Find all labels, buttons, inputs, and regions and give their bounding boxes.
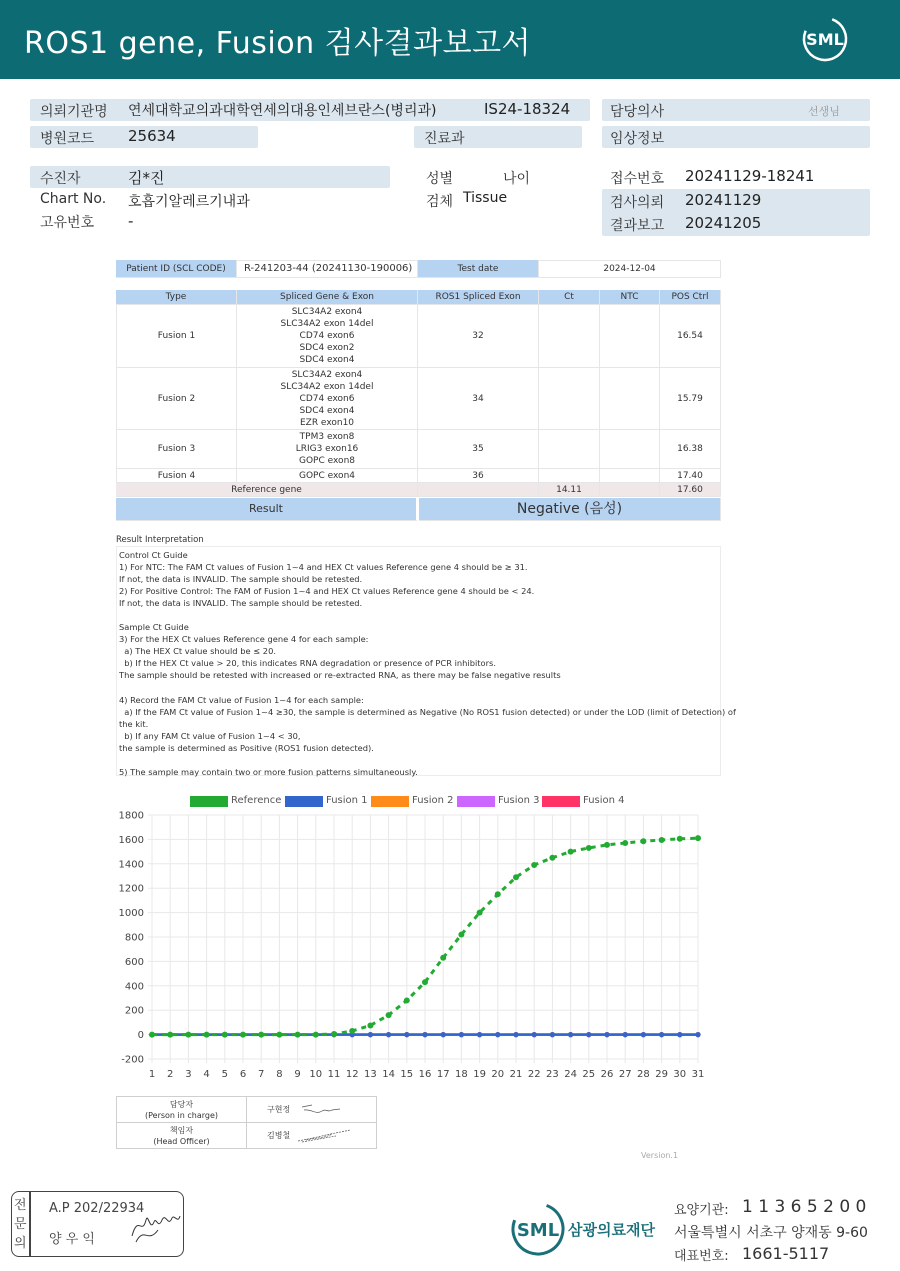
point-reference bbox=[204, 1032, 210, 1038]
interp-line: the sample is determined as Positive (ROS1 fusion detected). bbox=[119, 742, 374, 753]
y-tick-label: 600 bbox=[124, 956, 144, 968]
row4-genes: GOPC exon4 bbox=[237, 469, 418, 483]
x-tick-label: 15 bbox=[400, 1069, 414, 1080]
chart-label: Chart No. bbox=[40, 191, 107, 207]
legend-label-fusion1: Fusion 1 bbox=[326, 795, 368, 806]
registration-number: IS24-18324 bbox=[484, 100, 571, 118]
point-reference bbox=[258, 1032, 264, 1038]
point-fusion-1 bbox=[422, 1032, 427, 1037]
interp-line: a) The HEX Ct value should be ≤ 20. bbox=[119, 646, 277, 657]
doctor-suffix: 선생님 bbox=[808, 105, 840, 118]
gene: SLC34A2 exon 14del bbox=[280, 381, 374, 392]
point-reference bbox=[458, 932, 464, 938]
row3-exon: 35 bbox=[418, 430, 539, 469]
point-reference bbox=[222, 1032, 228, 1038]
interp-line: If not, the data is INVALID. The sample should be retested. bbox=[119, 598, 363, 609]
interp-line: 3) For the HEX Ct values Reference gene 4 for each sample: bbox=[119, 634, 369, 645]
point-reference bbox=[349, 1028, 355, 1034]
gene: EZR exon10 bbox=[299, 417, 355, 428]
row4-ntc bbox=[600, 469, 660, 483]
gene: SLC34A2 exon 14del bbox=[280, 319, 374, 329]
row3-pos: 16.38 bbox=[660, 430, 721, 469]
x-tick-label: 30 bbox=[673, 1069, 687, 1080]
x-tick-label: 27 bbox=[618, 1069, 632, 1080]
interp-line: Control Ct Guide bbox=[119, 550, 188, 560]
point-reference bbox=[495, 891, 501, 897]
org-name: 삼광의료재단 bbox=[568, 1221, 655, 1239]
point-fusion-1 bbox=[641, 1032, 646, 1037]
row4-pos: 17.40 bbox=[660, 469, 721, 483]
report-date-value: 20241205 bbox=[685, 214, 762, 232]
interp-line: 5) The sample may contain two or more fusion patterns simultaneously. bbox=[119, 766, 418, 777]
point-reference bbox=[440, 955, 446, 961]
gene: SLC34A2 exon4 bbox=[291, 369, 363, 380]
ref-ntc bbox=[600, 483, 660, 497]
point-reference bbox=[531, 862, 537, 868]
interp-line: 2) For Positive Control: The FAM of Fusion 1~4 and HEX Ct values Reference gene 4 should be < 24. bbox=[119, 586, 535, 597]
point-reference bbox=[604, 842, 610, 848]
sml-logo-icon bbox=[800, 14, 850, 64]
sml-logo-text: SML bbox=[806, 30, 844, 49]
test-date-value: 2024-12-04 bbox=[539, 260, 721, 278]
x-tick-label: 21 bbox=[509, 1069, 523, 1080]
result-label: Result bbox=[116, 498, 418, 521]
patient-value: 김*진 bbox=[128, 169, 165, 187]
point-reference bbox=[695, 835, 701, 841]
code-value: 1 1 3 6 5 2 0 0 bbox=[742, 1197, 867, 1217]
point-reference bbox=[276, 1032, 282, 1038]
x-tick-label: 12 bbox=[345, 1069, 359, 1080]
th-ntc: NTC bbox=[600, 290, 660, 305]
point-fusion-1 bbox=[550, 1032, 555, 1037]
stamp-divider bbox=[29, 1191, 31, 1257]
dept-label: 진료과 bbox=[424, 131, 465, 147]
point-reference bbox=[295, 1032, 301, 1038]
x-tick-label: 25 bbox=[582, 1069, 596, 1080]
row2-exon: 34 bbox=[418, 368, 539, 430]
clinical-label: 임상정보 bbox=[610, 131, 665, 147]
request-value: 20241129 bbox=[685, 191, 762, 209]
gene: LRIG3 exon16 bbox=[295, 444, 359, 454]
y-tick-label: 1000 bbox=[118, 908, 144, 920]
point-reference bbox=[422, 979, 428, 985]
row1-pos: 16.54 bbox=[660, 305, 721, 368]
gene: CD74 exon6 bbox=[299, 331, 355, 341]
row3-ntc bbox=[600, 430, 660, 469]
row3-ct bbox=[539, 430, 600, 469]
row2-pos: 15.79 bbox=[660, 368, 721, 430]
th-ros1-exon: ROS1 Spliced Exon bbox=[418, 290, 539, 305]
row1-ct bbox=[539, 305, 600, 368]
row4-type: Fusion 4 bbox=[116, 469, 237, 483]
head-signature-icon bbox=[296, 1127, 352, 1145]
x-tick-label: 1 bbox=[148, 1069, 156, 1080]
gene: SDC4 exon4 bbox=[299, 405, 355, 416]
point-reference bbox=[404, 997, 410, 1003]
ref-pos: 17.60 bbox=[660, 483, 721, 497]
point-fusion-1 bbox=[386, 1032, 391, 1037]
x-tick-label: 22 bbox=[527, 1069, 541, 1080]
unique-label: 고유번호 bbox=[40, 215, 95, 231]
th-genes: Spliced Gene & Exon bbox=[237, 290, 418, 305]
pid-value: R-241203-44 (20241130-190006) bbox=[237, 260, 418, 278]
point-reference bbox=[149, 1032, 155, 1038]
interp-line: The sample should be retested with increased or re-extracted RNA, as there may be false negative results bbox=[119, 670, 561, 681]
y-tick-label: 0 bbox=[137, 1030, 144, 1042]
point-fusion-1 bbox=[368, 1032, 373, 1037]
point-reference bbox=[622, 840, 628, 846]
x-tick-label: 9 bbox=[294, 1069, 301, 1080]
point-reference bbox=[367, 1022, 373, 1028]
x-tick-label: 19 bbox=[473, 1069, 486, 1080]
interp-line: b) If the HEX Ct value > 20, this indicates RNA degradation or presence of PCR inhibitors. bbox=[119, 658, 497, 669]
head-label: 책임자 (Head Officer) bbox=[116, 1122, 247, 1149]
person-name: 구현정 bbox=[267, 1105, 291, 1114]
point-fusion-1 bbox=[695, 1032, 700, 1037]
interp-line bbox=[119, 754, 718, 766]
row3-type: Fusion 3 bbox=[116, 430, 237, 469]
stamp-signature-icon bbox=[128, 1206, 182, 1246]
gene: TPM3 exon8 bbox=[299, 432, 355, 442]
phone-label: 대표번호: bbox=[674, 1249, 729, 1264]
x-tick-label: 7 bbox=[258, 1069, 265, 1080]
amplification-chart bbox=[100, 805, 720, 1085]
point-reference bbox=[640, 838, 646, 844]
point-reference bbox=[677, 836, 683, 842]
x-tick-label: 4 bbox=[203, 1069, 210, 1080]
legend-label-fusion4: Fusion 4 bbox=[583, 795, 625, 806]
legend-label-reference: Reference bbox=[231, 795, 282, 806]
th-ct: Ct bbox=[539, 290, 600, 305]
phone-value: 1661-5117 bbox=[742, 1244, 830, 1263]
row4-ct bbox=[539, 469, 600, 483]
x-tick-label: 31 bbox=[691, 1069, 705, 1080]
point-reference bbox=[240, 1032, 246, 1038]
specimen-value: Tissue bbox=[463, 190, 508, 206]
sml-org-logo-text: SML bbox=[516, 1220, 560, 1241]
point-fusion-1 bbox=[495, 1032, 500, 1037]
code-label: 요양기관: bbox=[674, 1203, 729, 1218]
x-tick-label: 2 bbox=[167, 1069, 174, 1080]
unique-value: - bbox=[128, 212, 134, 230]
ref-label: Reference gene bbox=[116, 483, 418, 497]
point-reference bbox=[513, 874, 519, 880]
report-header bbox=[0, 0, 900, 79]
interp-line: the kit. bbox=[119, 718, 149, 729]
x-tick-label: 14 bbox=[382, 1069, 395, 1080]
point-reference bbox=[568, 849, 574, 855]
result-value: Negative (음성) bbox=[419, 498, 721, 521]
point-reference bbox=[313, 1032, 319, 1038]
person-cell bbox=[246, 1096, 377, 1123]
th-pos-ctrl: POS Ctrl bbox=[660, 290, 721, 305]
point-fusion-1 bbox=[604, 1032, 609, 1037]
head-name: 김병철 bbox=[267, 1131, 291, 1140]
point-reference bbox=[477, 910, 483, 916]
inst-label: 의뢰기관명 bbox=[40, 104, 108, 120]
x-tick-label: 18 bbox=[455, 1069, 468, 1080]
point-reference bbox=[386, 1012, 392, 1018]
row2-genes bbox=[237, 368, 418, 430]
row3-genes bbox=[237, 430, 418, 469]
patient-label: 수진자 bbox=[40, 171, 81, 187]
x-tick-label: 11 bbox=[327, 1069, 341, 1080]
x-tick-label: 17 bbox=[436, 1069, 450, 1080]
row1-genes bbox=[237, 305, 418, 368]
interp-line bbox=[119, 609, 718, 621]
ref-exon bbox=[418, 483, 539, 497]
y-tick-label: 200 bbox=[124, 1005, 144, 1017]
point-fusion-1 bbox=[568, 1032, 573, 1037]
row1-type: Fusion 1 bbox=[116, 305, 237, 368]
report-title: ROS1 gene, Fusion 검사결과보고서 bbox=[24, 26, 532, 61]
point-reference bbox=[185, 1032, 191, 1038]
person-label: 담당자 (Person in charge) bbox=[116, 1096, 247, 1123]
interp-line: b) If any FAM Ct value of Fusion 1~4 < 30, bbox=[119, 730, 301, 741]
x-tick-label: 3 bbox=[185, 1069, 192, 1080]
y-tick-label: 800 bbox=[124, 932, 144, 944]
person-signature-icon bbox=[298, 1101, 344, 1119]
x-tick-label: 24 bbox=[564, 1069, 577, 1080]
point-reference bbox=[167, 1032, 173, 1038]
point-fusion-1 bbox=[677, 1032, 682, 1037]
x-tick-label: 5 bbox=[221, 1069, 228, 1080]
report-date-label: 결과보고 bbox=[610, 218, 665, 234]
gene: SDC4 exon4 bbox=[299, 355, 355, 365]
point-fusion-1 bbox=[477, 1032, 482, 1037]
age-label: 나이 bbox=[503, 171, 531, 187]
interp-line: a) If the FAM Ct value of Fusion 1~4 ≥30, the sample is determined as Negative (No ROS1 fusion detected) or under the LOD (limit of Detection) of bbox=[119, 706, 736, 717]
row1-ntc bbox=[600, 305, 660, 368]
doctor-label: 담당의사 bbox=[610, 104, 665, 120]
interpretation-title: Result Interpretation bbox=[116, 535, 204, 545]
test-date-label: Test date bbox=[418, 260, 539, 278]
point-fusion-1 bbox=[441, 1032, 446, 1037]
version-label: Version.1 bbox=[641, 1151, 679, 1160]
row4-exon: 36 bbox=[418, 469, 539, 483]
head-cell bbox=[246, 1122, 377, 1149]
gene: CD74 exon6 bbox=[299, 393, 355, 404]
hosp-code-label: 병원코드 bbox=[40, 131, 95, 147]
point-fusion-1 bbox=[513, 1032, 518, 1037]
interp-line bbox=[119, 682, 718, 694]
inst-value: 연세대학교의과대학연세의대용인세브란스(병리과) bbox=[128, 103, 437, 119]
interp-line: 1) For NTC: The FAM Ct values of Fusion 1~4 and HEX Ct values Reference gene 4 should be ≥ 31. bbox=[119, 562, 528, 573]
receipt-label: 접수번호 bbox=[610, 171, 665, 187]
point-reference bbox=[549, 855, 555, 861]
point-reference bbox=[586, 845, 592, 851]
x-tick-label: 23 bbox=[546, 1069, 559, 1080]
y-tick-label: 400 bbox=[124, 981, 144, 993]
row2-ct bbox=[539, 368, 600, 430]
sex-label: 성별 bbox=[426, 171, 454, 187]
y-tick-label: 1600 bbox=[118, 834, 144, 846]
x-tick-label: 10 bbox=[309, 1069, 323, 1080]
patient-bar bbox=[30, 166, 390, 188]
th-type: Type bbox=[116, 290, 237, 305]
point-reference bbox=[331, 1031, 337, 1037]
row1-exon: 32 bbox=[418, 305, 539, 368]
stamp-name: 양 우 익 bbox=[49, 1232, 95, 1247]
x-tick-label: 8 bbox=[276, 1069, 283, 1080]
point-fusion-1 bbox=[459, 1032, 464, 1037]
pid-label: Patient ID (SCL CODE) bbox=[116, 260, 237, 278]
hosp-code-value: 25634 bbox=[128, 127, 176, 145]
y-tick-label: 1800 bbox=[118, 810, 144, 822]
receipt-value: 20241129-18241 bbox=[685, 167, 815, 185]
y-tick-label: 1400 bbox=[118, 859, 144, 871]
request-label: 검사의뢰 bbox=[610, 195, 665, 211]
stamp-chars: 전 문 의 bbox=[14, 1198, 27, 1251]
ref-ct: 14.11 bbox=[539, 483, 600, 497]
point-fusion-1 bbox=[659, 1032, 664, 1037]
interpretation-box bbox=[116, 546, 736, 777]
point-fusion-1 bbox=[586, 1032, 591, 1037]
row2-type: Fusion 2 bbox=[116, 368, 237, 430]
legend-label-fusion2: Fusion 2 bbox=[412, 795, 454, 806]
x-tick-label: 28 bbox=[637, 1069, 650, 1080]
y-tick-label: -200 bbox=[121, 1054, 144, 1066]
specimen-label: 검체 bbox=[426, 194, 454, 210]
x-tick-label: 6 bbox=[239, 1069, 247, 1080]
stamp-license: A.P 202/22934 bbox=[49, 1201, 145, 1216]
interp-line: Sample Ct Guide bbox=[119, 622, 189, 633]
row2-ntc bbox=[600, 368, 660, 430]
point-fusion-1 bbox=[532, 1032, 537, 1037]
point-reference bbox=[659, 837, 665, 843]
gene: SLC34A2 exon4 bbox=[291, 307, 363, 317]
legend-label-fusion3: Fusion 3 bbox=[498, 795, 540, 806]
interp-line: 4) Record the FAM Ct value of Fusion 1~4 for each sample: bbox=[119, 694, 364, 705]
chart-value: 호흡기알레르기내과 bbox=[128, 194, 250, 210]
x-tick-label: 29 bbox=[655, 1069, 668, 1080]
sml-org-logo-icon bbox=[510, 1199, 566, 1259]
gene: SDC4 exon2 bbox=[299, 343, 355, 353]
y-tick-label: 1200 bbox=[118, 883, 144, 895]
x-tick-label: 13 bbox=[364, 1069, 377, 1080]
x-tick-label: 26 bbox=[600, 1069, 614, 1080]
point-fusion-1 bbox=[404, 1032, 409, 1037]
interp-line: If not, the data is INVALID. The sample should be retested. bbox=[119, 574, 363, 585]
x-tick-label: 16 bbox=[418, 1069, 432, 1080]
org-address: 서울특별시 서초구 양재동 9-60 bbox=[674, 1225, 868, 1241]
x-tick-label: 20 bbox=[491, 1069, 505, 1080]
gene: GOPC exon8 bbox=[299, 456, 355, 466]
point-fusion-1 bbox=[623, 1032, 628, 1037]
